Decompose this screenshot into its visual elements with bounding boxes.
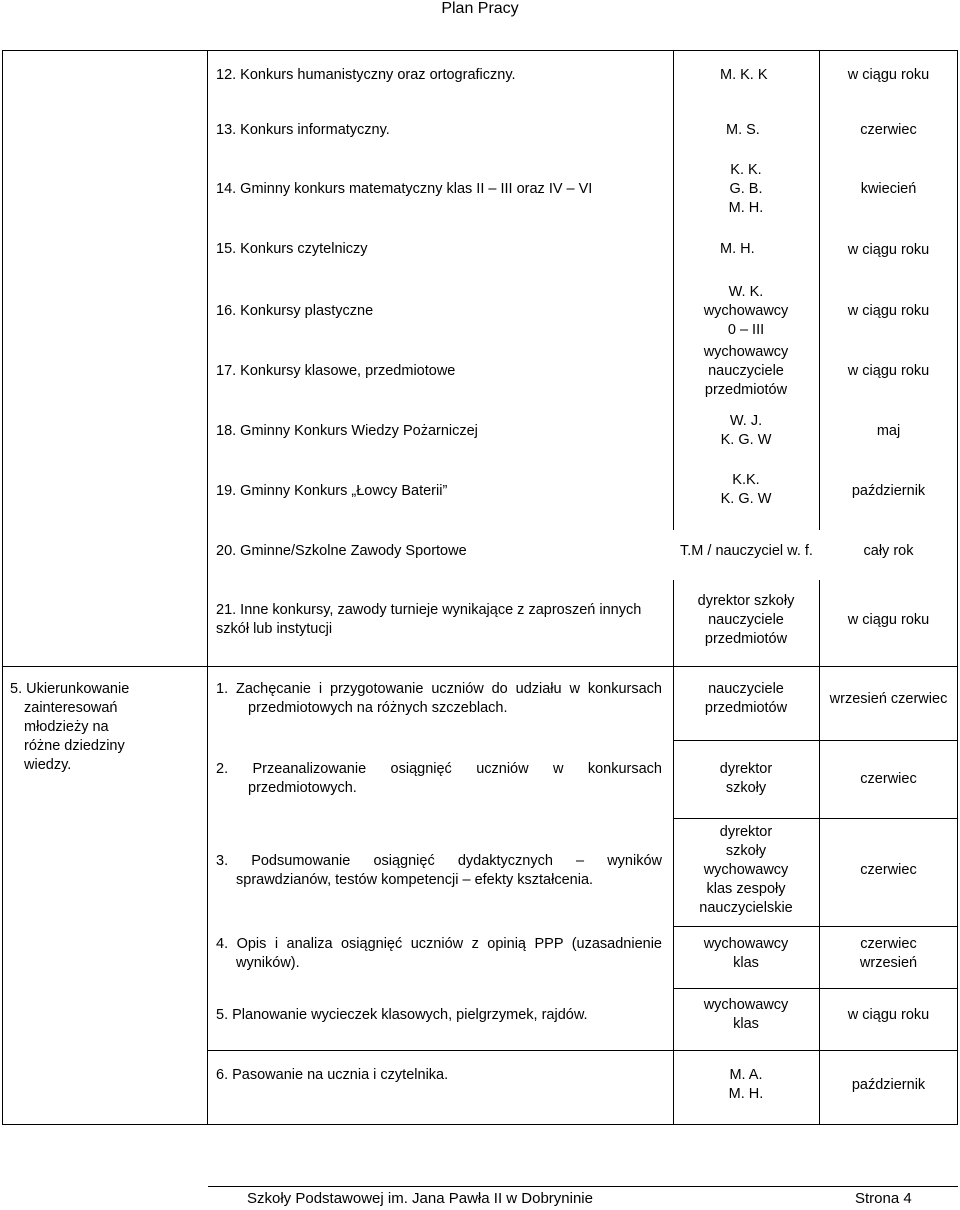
responsible-person: przedmiotów xyxy=(704,631,788,647)
responsible-person: W. K. xyxy=(728,284,764,300)
responsible-person: K.K. xyxy=(732,472,760,488)
task-text: 18. Gminny Konkurs Wiedzy Pożarniczej xyxy=(216,423,478,439)
responsible-person: szkoły xyxy=(725,780,767,796)
task-text: 21. Inne konkursy, zawody turnieje wynikające z zaproszeń innych szkół lub instytucji xyxy=(216,602,642,637)
task-text: przedmiotowych na różnych szczeblach. xyxy=(248,700,508,716)
responsible-person: klas xyxy=(733,1016,759,1032)
responsible-person: wychowawcy xyxy=(703,997,789,1013)
deadline: wrzesień xyxy=(859,955,918,971)
responsible-person: nauczyciele xyxy=(708,681,784,697)
section-heading-line: zainteresowań xyxy=(24,700,118,716)
deadline: w ciągu roku xyxy=(847,1007,930,1023)
deadline: w ciągu roku xyxy=(847,363,930,379)
section-heading-line: różne dziedziny xyxy=(24,738,125,754)
deadline: czerwiec xyxy=(860,862,917,878)
responsible-person: wychowawcy xyxy=(703,936,789,952)
deadline: październik xyxy=(851,1077,926,1093)
responsible-person: G. B. xyxy=(729,181,763,197)
task-text: 20. Gminne/Szkolne Zawody Sportowe xyxy=(216,543,467,559)
task-text: 3. Podsumowanie osiągnięć dydaktycznych – wyników xyxy=(216,853,662,869)
task-text: 13. Konkurs informatyczny. xyxy=(216,122,390,138)
footer-school-name: Szkoły Podstawowej im. Jana Pawła II w Dobryninie xyxy=(247,1190,593,1207)
responsible-person: 0 – III xyxy=(727,322,765,338)
responsible-person: nauczycielskie xyxy=(699,900,793,916)
page-header-title: Plan Pracy xyxy=(441,0,519,17)
responsible-person: W. J. xyxy=(729,413,763,429)
responsible-person: wychowawcy xyxy=(703,862,789,878)
responsible-person: K. K. xyxy=(730,162,762,178)
responsible-person: M. H. xyxy=(720,241,755,257)
responsible-person: dyrektor xyxy=(719,761,773,777)
responsible-person: dyrektor xyxy=(719,824,773,840)
responsible-person: M. A. xyxy=(729,1067,763,1083)
responsible-person: T.M / nauczyciel w. f. xyxy=(680,543,813,559)
task-text: wyników). xyxy=(236,955,300,971)
responsible-person: dyrektor szkoły xyxy=(697,593,795,609)
task-text: 17. Konkursy klasowe, przedmiotowe xyxy=(216,363,456,379)
section-heading-line: 5. Ukierunkowanie xyxy=(10,681,130,697)
deadline: w ciągu roku xyxy=(847,67,930,83)
section-heading-line: młodzieży na xyxy=(24,719,109,735)
task-text: 4. Opis i analiza osiągnięć uczniów z opinią PPP (uzasadnienie xyxy=(216,936,662,952)
task-text: 16. Konkursy plastyczne xyxy=(216,303,374,319)
responsible-person: wychowawcy xyxy=(703,344,789,360)
task-text: 15. Konkurs czytelniczy xyxy=(216,241,368,257)
responsible-person: K. G. W xyxy=(720,491,772,507)
task-text: 14. Gminny konkurs matematyczny klas II – III oraz IV – VI xyxy=(216,181,593,197)
responsible-person: M. S. xyxy=(726,122,760,138)
deadline: w ciągu roku xyxy=(847,612,930,628)
responsible-person: przedmiotów xyxy=(704,382,788,398)
responsible-person: przedmiotów xyxy=(704,700,788,716)
deadline: czerwiec xyxy=(860,936,917,952)
deadline: cały rok xyxy=(863,543,914,559)
responsible-person: M. H. xyxy=(728,1086,764,1102)
deadline: czerwiec xyxy=(860,771,917,787)
task-text: 19. Gminny Konkurs „Łowcy Baterii” xyxy=(216,483,448,499)
responsible-person: M. K. K xyxy=(720,67,768,83)
task-text: 5. Planowanie wycieczek klasowych, pielgrzymek, rajdów. xyxy=(216,1007,588,1023)
footer-page-number: Strona 4 xyxy=(855,1190,912,1207)
task-text: sprawdzianów, testów kompetencji – efekty kształcenia. xyxy=(236,872,594,888)
responsible-person: K. G. W xyxy=(720,432,772,448)
responsible-person: szkoły xyxy=(725,843,767,859)
responsible-person: nauczyciele xyxy=(708,612,784,628)
deadline: październik xyxy=(851,483,926,499)
task-text: 12. Konkurs humanistyczny oraz ortograficzny. xyxy=(216,67,516,83)
responsible-person: klas xyxy=(733,955,759,971)
responsible-person: klas zespoły xyxy=(706,881,786,897)
task-text: przedmiotowych. xyxy=(248,780,357,796)
deadline: wrzesień czerwiec xyxy=(829,691,948,707)
section-heading-line: wiedzy. xyxy=(24,757,72,773)
deadline: w ciągu roku xyxy=(847,242,930,258)
deadline: kwiecień xyxy=(860,181,917,197)
deadline: w ciągu roku xyxy=(847,303,930,319)
deadline: czerwiec xyxy=(860,122,917,138)
responsible-person: M. H. xyxy=(728,200,764,216)
deadline: maj xyxy=(876,423,901,439)
responsible-person: wychowawcy xyxy=(703,303,789,319)
task-text: 1. Zachęcanie i przygotowanie uczniów do udziału w konkursach xyxy=(216,681,662,697)
task-text: 2. Przeanalizowanie osiągnięć uczniów w konkursach xyxy=(216,761,662,777)
task-text: 6. Pasowanie na ucznia i czytelnika. xyxy=(216,1067,449,1083)
responsible-person: nauczyciele xyxy=(708,363,784,379)
